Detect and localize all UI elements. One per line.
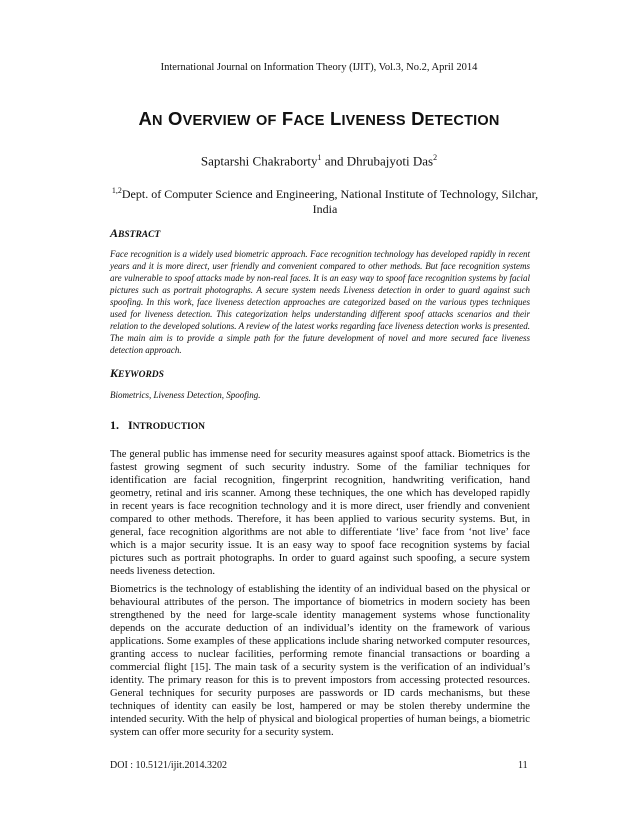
paper-title	[0, 108, 638, 130]
keywords-text: Biometrics, Liveness Detection, Spoofing.	[110, 390, 261, 400]
title-word-liveness: LIVENESS	[329, 108, 406, 129]
affiliation-mark: 1,2	[111, 186, 122, 195]
author-1-affil-mark: 1	[317, 153, 322, 162]
abstract-text: Face recognition is a widely used biometric approach. Face recognition technology has developed rapidly in recent years and it is more direct, user friendly and convenient compared to other methods. But face recognition systems are vulnerable to spoof attacks made by non-real faces. It is an easy way to spoof face recognition systems by facial pictures such as portrait photographs. A secure system needs Liveness detection in order to guard against such spoofing. In this work, face liveness detection approaches are categorized based on the various types techniques used for liveness detection. This categorization helps understanding different spoof attacks scenarios and their relation to the developed solutions. A review of the latest works regarding face liveness detection works is presented. The main aim is to provide a simple path for the future development of novel and more secured face liveness detection approach.	[110, 249, 530, 355]
abstract-heading: ABSTRACT	[110, 226, 161, 240]
author-line	[0, 153, 638, 169]
affiliation-text: Dept. of Computer Science and Engineering, National Institute of Technology, Silchar, India	[121, 187, 539, 216]
keywords-heading: KEYWORDS	[110, 366, 164, 380]
author-2-affil-mark: 2	[433, 153, 438, 162]
page-number: 11	[518, 760, 528, 771]
author-1: Saptarshi Chakraborty	[200, 153, 318, 169]
title-word-detection: DETECTION	[411, 108, 500, 129]
section-number: 1.	[110, 418, 119, 432]
running-header: International Journal on Information Theory (IJIT), Vol.3, No.2, April 2014	[160, 62, 478, 73]
footer-doi: DOI : 10.5121/ijit.2014.3202	[110, 760, 227, 771]
affiliation	[110, 183, 540, 217]
title-word-face: FACE	[281, 108, 325, 129]
introduction-heading: 1. INTRODUCTION	[110, 418, 205, 432]
author-connector: and	[324, 153, 344, 169]
intro-paragraph-2: Biometrics is the technology of establishing the identity of an individual based on the physical or behavioural attributes of the person. The importance of biometrics in modern society has been strengthened by the need for large-scale identity management systems whose functionality depends on the accurate deduction of an individual’s identity on the framework of various applications. Some examples of these applications include sharing networked computer resources, granting access to nuclear facilities, performing remote financial transactions or boarding a commercial flight [15]. The main task of a security system is the verification of an individual’s identity. The primary reason for this is to prevent impostors from accessing protected resources. General techniques for security purposes are passwords or ID cards mechanisms, but these techniques of identity can easily be lost, hampered or may be stolen thereby undermine the intended security. With the help of physical and biological properties of human beings, a biometric system can offer more security for a security system.	[110, 584, 530, 738]
title-word-overview: OVERVIEW	[168, 108, 251, 129]
title-word-an: AN	[138, 108, 163, 129]
title-word-of: OF	[255, 113, 277, 129]
author-2: Dhrubajyoti Das	[346, 153, 434, 169]
intro-paragraph-1: The general public has immense need for security measures against spoof attack. Biometrics is the fastest growing segment of such security industry. Some of the familiar techniques for identification are facial recognition, fingerprint recognition, handwriting verification, hand geometry, retinal and iris scanner. Among these techniques, the one which has developed rapidly in recent years is face recognition technology and it is more direct, user friendly and convenient compared to other methods. Therefore, it has been applied to various security systems. But, in general, face recognition algorithms are not able to differentiate ‘live’ face from ‘not live’ face which is a major security issue. It is an easy way to spoof face recognition systems by facial pictures such as portrait photographs. In order to guard against such spoofing, a secure system needs liveness detection.	[110, 449, 530, 577]
